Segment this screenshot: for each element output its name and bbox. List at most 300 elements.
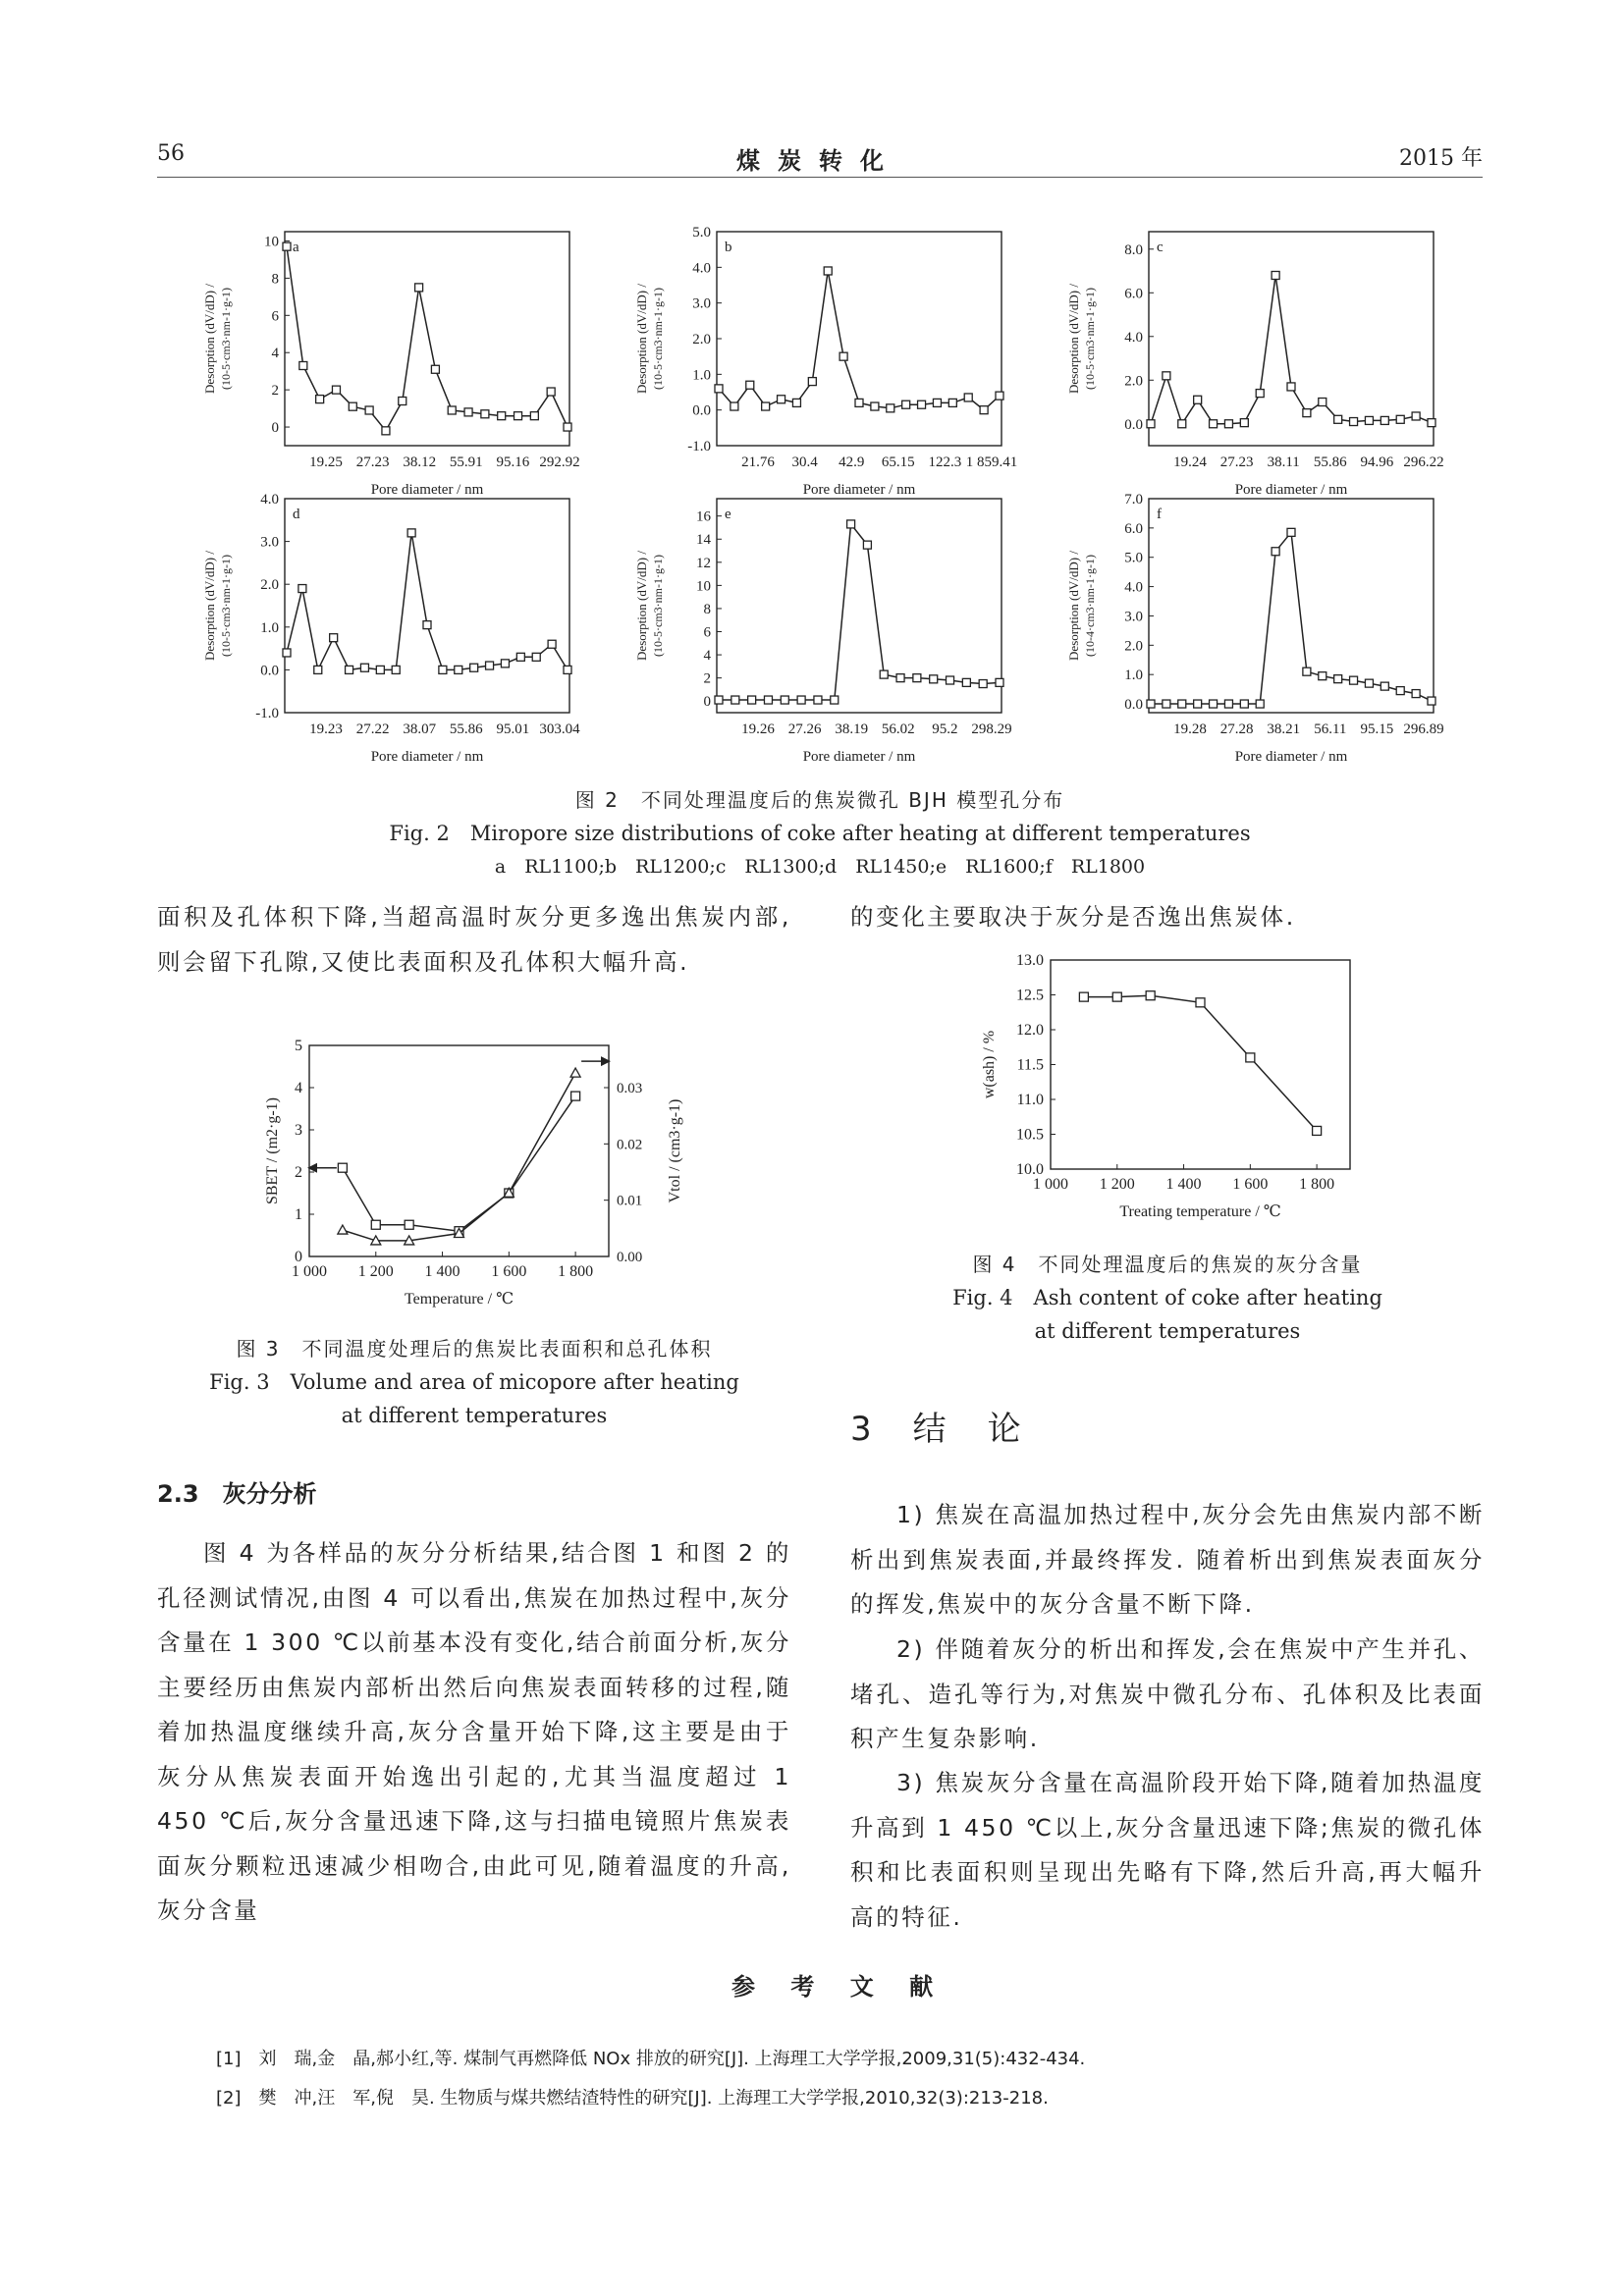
fig2-panel-f [1041, 491, 1473, 766]
data-point [1412, 690, 1420, 698]
y-tick-label: 11.5 [1016, 1056, 1044, 1074]
data-point [283, 242, 291, 250]
y-axis-unit: (10-5·cm3·nm-1·g-1) [219, 555, 233, 657]
plot-frame [285, 499, 569, 713]
x-tick-label: 19.23 [309, 721, 343, 737]
y-tick-label: 2.0 [692, 332, 711, 347]
fig2-panel-d [177, 491, 609, 766]
y-tick-label: 12.5 [1016, 987, 1044, 1004]
y-tick-label-left: 0 [295, 1249, 302, 1265]
x-axis-label: Pore diameter / nm [1234, 482, 1348, 498]
x-tick-label: 94.96 [1360, 454, 1394, 470]
data-point [407, 529, 415, 537]
data-point [1313, 1126, 1322, 1135]
y-tick-label: 2.0 [1124, 638, 1143, 655]
y-tick-label-left: 3 [295, 1122, 302, 1139]
y-tick-label: 2.0 [260, 577, 279, 594]
data-point [314, 666, 322, 673]
x-tick-label: 27.23 [1219, 454, 1254, 470]
x-tick-label: 38.19 [835, 721, 869, 737]
y-axis-unit: (10-4·cm3·nm-1·g-1) [1083, 555, 1097, 657]
fig4-caption-zh: 图 4 不同处理温度后的焦炭的灰分含量 [972, 1253, 1363, 1276]
series-line [343, 1073, 575, 1241]
y-axis-label: Desorption (dV/dD) / [634, 551, 649, 661]
data-point [481, 410, 489, 418]
data-point [349, 402, 356, 410]
y-tick-label: 0.0 [1124, 416, 1143, 433]
data-point [746, 381, 754, 389]
y-tick-label-left: 2 [295, 1164, 302, 1181]
data-point [1256, 390, 1264, 398]
x-tick-label: 95.16 [496, 454, 530, 470]
plot-frame [309, 1045, 609, 1256]
x-axis-label: Pore diameter / nm [370, 482, 484, 498]
x-tick-label: 56.11 [1314, 721, 1347, 737]
y-tick-label: 12.0 [1016, 1022, 1044, 1039]
data-point [808, 378, 816, 386]
y-tick-label: 3.0 [1124, 609, 1143, 625]
data-point [814, 696, 822, 704]
data-point [486, 662, 494, 669]
data-point [996, 678, 1003, 686]
x-tick-label: 38.12 [403, 454, 437, 470]
x-tick-label: 1 859.41 [965, 454, 1018, 470]
data-point [831, 696, 839, 704]
data-point [947, 676, 954, 684]
y-tick-label: 1.0 [1124, 667, 1143, 684]
references-title: 参 考 文 献 [731, 1973, 947, 2001]
data-point [1079, 992, 1088, 1001]
fig2-caption-zh: 图 2 不同处理温度后的焦炭微孔 BJH 模型孔分布 [574, 788, 1065, 812]
y-tick-label-right: 0.02 [617, 1137, 643, 1153]
data-point [839, 352, 847, 360]
section-2-3-body: 图 4 为各样品的灰分分析结果,结合图 1 和图 2 的孔径测试情况,由图 4 可以看出,焦炭在加热过程中,灰分含量在 1 300 ℃以前基本没有变化,结合前面分析,灰分主要经历由焦炭内部析出然后向焦炭表面转移的过程,随着加热温度继续升高,灰分含量开始下降,这主要是由于灰分从焦炭表面开始逸出引起的,尤其当温度超过 1 450 ℃后,灰分含量迅速下降,这与扫描电镜照片焦炭表面灰分颗粒迅速减少相吻合,由此可见,随着温度的升高,灰分含量 [157, 1539, 791, 1924]
x-axis-label: Pore diameter / nm [802, 749, 916, 765]
data-point [979, 680, 987, 688]
x-axis-label: Pore diameter / nm [1234, 749, 1348, 765]
data-point [1210, 420, 1218, 428]
data-point [748, 696, 756, 704]
data-point [930, 675, 938, 683]
series-line [1084, 995, 1317, 1131]
y-tick-label: 1.0 [692, 367, 711, 384]
x-tick-label: 30.4 [791, 454, 818, 470]
x-tick-label: 1 200 [1099, 1176, 1135, 1193]
data-point [1319, 672, 1326, 680]
data-point [382, 427, 390, 435]
data-point [299, 361, 307, 369]
y-tick-label-right: 0.00 [617, 1250, 643, 1265]
data-point [896, 674, 904, 682]
panel-label: b [725, 240, 732, 255]
data-point [855, 399, 863, 406]
conclusion-2: 2) 伴随着灰分的析出和挥发,会在焦炭中产生并孔、堵孔、造孔等行为,对焦炭中微孔分布、孔体积及比表面积产生复杂影响. [850, 1635, 1485, 1752]
x-tick-label: 19.25 [309, 454, 343, 470]
y-tick-label: 11.0 [1016, 1092, 1044, 1108]
left-top-paragraph: 面积及孔体积下降,当超高温时灰分更多逸出焦炭内部,则会留下孔隙,又使比表面积及孔体积大幅升高. [157, 903, 791, 976]
x-tick-label: 298.29 [971, 721, 1012, 737]
data-point [516, 653, 524, 661]
data-point [360, 664, 368, 671]
data-point [847, 520, 855, 528]
fig3-caption-en-2: at different temperatures [341, 1404, 608, 1427]
y-tick-label: 4.0 [1124, 579, 1143, 596]
series-line [719, 271, 1000, 410]
x-tick-label: 1 400 [1165, 1176, 1202, 1193]
y-tick-label: 10.0 [1016, 1161, 1044, 1178]
data-point [346, 666, 353, 673]
plot-frame [717, 232, 1001, 446]
data-point [948, 399, 956, 406]
data-point [371, 1220, 380, 1229]
fig2-caption [157, 783, 1483, 883]
y-tick-label: 5.0 [692, 225, 711, 240]
data-point [1224, 700, 1232, 708]
data-point [964, 394, 972, 401]
x-axis-label: Temperature / ℃ [405, 1291, 514, 1308]
x-tick-label: 1 000 [292, 1263, 327, 1280]
data-point [564, 666, 571, 673]
data-point [933, 399, 941, 406]
data-point [1350, 418, 1358, 426]
series-line [287, 246, 568, 431]
data-point [439, 666, 447, 673]
data-point [781, 696, 788, 704]
data-point [1112, 992, 1121, 1001]
data-point [863, 541, 871, 549]
data-point [399, 398, 406, 405]
y-axis-label-right: Vtol / (cm3·g-1) [667, 1098, 683, 1203]
data-point [913, 674, 921, 682]
data-point [792, 399, 800, 406]
data-point [1163, 700, 1170, 708]
data-point [298, 585, 306, 593]
x-tick-label: 296.22 [1403, 454, 1444, 470]
data-point [996, 392, 1003, 400]
data-point [1196, 998, 1205, 1007]
data-point [880, 670, 888, 678]
data-point [283, 649, 291, 657]
plot-frame [1149, 232, 1434, 446]
data-point [1178, 700, 1186, 708]
x-axis-label: Pore diameter / nm [802, 482, 916, 498]
data-point [1287, 383, 1295, 391]
data-point [548, 640, 556, 648]
fig4-caption [850, 1248, 1485, 1348]
fig2-panel-e [609, 491, 1041, 766]
data-point [1194, 700, 1202, 708]
x-tick-label: 296.89 [1403, 721, 1444, 737]
y-tick-label: 8.0 [1124, 241, 1143, 258]
x-tick-label: 27.26 [787, 721, 822, 737]
y-tick-label: 8 [703, 601, 711, 617]
x-tick-label: 21.76 [741, 454, 775, 470]
y-tick-label: 7.0 [1124, 492, 1143, 507]
data-point [762, 402, 770, 410]
y-tick-label-left: 5 [295, 1038, 302, 1054]
references-list [216, 2040, 1492, 2118]
y-tick-label: 6.0 [1124, 286, 1143, 302]
x-tick-label: 27.23 [355, 454, 390, 470]
data-point [532, 653, 540, 661]
y-axis-unit: (10-5·cm3·nm-1·g-1) [1083, 288, 1097, 390]
x-tick-label: 55.86 [1313, 454, 1347, 470]
fig2-panel-c [1041, 224, 1473, 499]
data-point [376, 666, 384, 673]
y-axis-label-left: SBET / (m2·g-1) [264, 1096, 281, 1205]
x-tick-label: 27.28 [1219, 721, 1254, 737]
fig3-caption-zh: 图 3 不同温度处理后的焦炭比表面积和总孔体积 [236, 1337, 713, 1361]
data-point [1146, 991, 1155, 1000]
data-point [962, 678, 970, 686]
x-tick-label: 95.2 [932, 721, 958, 737]
data-point [338, 1225, 348, 1234]
data-point [764, 696, 772, 704]
data-point [514, 412, 522, 420]
data-point [332, 386, 340, 394]
x-tick-label: 1 800 [1299, 1176, 1335, 1193]
y-tick-label: -1.0 [255, 706, 279, 721]
data-point [1365, 679, 1373, 687]
data-point [1240, 700, 1248, 708]
data-point [1147, 700, 1155, 708]
data-point [1396, 415, 1404, 423]
series-line [287, 533, 568, 670]
series-line [343, 1096, 575, 1232]
y-tick-label: 4 [271, 346, 279, 362]
y-tick-label: 13.0 [1016, 952, 1044, 969]
y-axis-label: Desorption (dV/dD) / [202, 551, 217, 661]
data-point [448, 406, 456, 414]
y-axis-unit: (10-5·cm3·nm-1·g-1) [651, 555, 665, 657]
data-point [715, 385, 723, 393]
data-point [1380, 416, 1388, 424]
data-point [902, 400, 910, 408]
y-tick-label: 12 [696, 555, 711, 571]
data-point [1412, 412, 1420, 420]
data-point [470, 664, 478, 671]
y-tick-label: 6 [703, 624, 711, 641]
reference-item: [1] 刘 瑞,金 晶,郝小红,等. 煤制气再燃降低 NOx 排放的研究[J]. 上海理工大学学报,2009,31(5):432-434. [216, 2049, 1086, 2069]
plot-frame [717, 499, 1001, 713]
y-axis-unit: (10-5·cm3·nm-1·g-1) [219, 288, 233, 390]
y-tick-label: 6 [271, 308, 279, 325]
x-tick-label: 38.07 [403, 721, 437, 737]
y-tick-label: 1.0 [260, 619, 279, 636]
data-point [1272, 271, 1279, 279]
y-tick-label: 0.0 [260, 663, 279, 679]
journal-year: 2015 年 [1399, 146, 1483, 171]
data-point [392, 666, 400, 673]
x-tick-label: 19.24 [1173, 454, 1207, 470]
data-point [455, 666, 462, 673]
x-tick-label: 55.91 [449, 454, 483, 470]
x-tick-label: 56.02 [881, 721, 915, 737]
x-tick-label: 38.21 [1267, 721, 1301, 737]
fig3-caption [157, 1332, 791, 1432]
x-tick-label: 95.15 [1360, 721, 1394, 737]
x-tick-label: 303.04 [539, 721, 580, 737]
data-point [980, 406, 988, 414]
panel-label: e [725, 507, 731, 522]
fig4-chart [972, 950, 1365, 1225]
plot-frame [1051, 960, 1350, 1169]
data-point [918, 400, 926, 408]
page-number: 56 [157, 141, 185, 166]
data-point [365, 406, 373, 414]
y-tick-label: -1.0 [687, 439, 711, 454]
data-point [1163, 372, 1170, 380]
y-tick-label-right: 0.01 [617, 1193, 643, 1209]
fig3-chart [250, 1026, 741, 1320]
panel-label: d [293, 507, 300, 522]
y-tick-label: 3.0 [260, 534, 279, 551]
x-axis-label: Pore diameter / nm [370, 749, 484, 765]
fig2-caption-en: Fig. 2 Miropore size distributions of coke after heating at different temperatures [389, 822, 1251, 845]
data-point [1224, 420, 1232, 428]
y-tick-label: 3.0 [692, 295, 711, 312]
fig2-caption-sub: a RL1100;b RL1200;c RL1300;d RL1450;e RL1600;f RL1800 [494, 856, 1146, 878]
data-point [415, 284, 423, 292]
x-tick-label: 1 800 [558, 1263, 594, 1280]
data-point [571, 1092, 580, 1100]
data-point [570, 1068, 580, 1077]
y-tick-label-left: 4 [295, 1080, 302, 1096]
x-tick-label: 1 600 [491, 1263, 527, 1280]
y-tick-label: 5.0 [1124, 550, 1143, 566]
x-tick-label: 292.92 [539, 454, 580, 470]
data-point [731, 696, 739, 704]
y-tick-label: 2 [703, 670, 711, 687]
x-tick-label: 122.3 [928, 454, 962, 470]
y-tick-label: 6.0 [1124, 520, 1143, 537]
data-point [498, 412, 506, 420]
data-point [501, 660, 509, 667]
data-point [530, 412, 538, 420]
data-point [1380, 682, 1388, 690]
x-tick-label: 1 400 [424, 1263, 460, 1280]
y-tick-label: 2.0 [1124, 373, 1143, 390]
data-point [1210, 700, 1218, 708]
data-point [715, 696, 723, 704]
x-tick-label: 65.15 [881, 454, 915, 470]
conclusion-3: 3) 焦炭灰分含量在高温阶段开始下降,随着加热温度升高到 1 450 ℃以上,灰分含量迅速下降;焦炭的微孔体积和比表面积则呈现出先略有下降,然后升高,再大幅升高的特征. [850, 1769, 1485, 1931]
fig4-caption-en-1: Fig. 4 Ash content of coke after heating [952, 1286, 1382, 1309]
series-line [719, 524, 1000, 700]
y-axis-label: Desorption (dV/dD) / [1066, 551, 1081, 661]
data-point [1256, 700, 1264, 708]
data-point [731, 402, 738, 410]
series-line [1151, 532, 1432, 704]
y-tick-label: 8 [271, 271, 279, 288]
data-point [1396, 687, 1404, 695]
fig3-caption-en-1: Fig. 3 Volume and area of micopore after heating [209, 1370, 739, 1394]
fig4-caption-en-2: at different temperatures [1034, 1319, 1301, 1343]
y-tick-label: 10.5 [1016, 1126, 1044, 1144]
y-axis-label: w(ash) / % [981, 1030, 998, 1099]
y-axis-label: Desorption (dV/dD) / [634, 284, 649, 394]
y-tick-label: 4.0 [692, 260, 711, 277]
y-tick-label: 2 [271, 383, 279, 400]
reference-item: [2] 樊 冲,汪 军,倪 昊. 生物质与煤共燃结渣特性的研究[J]. 上海理工大学学报,2010,32(3):213-218. [216, 2088, 1049, 2109]
data-point [1334, 415, 1342, 423]
data-point [887, 404, 894, 412]
y-tick-label-right: 0.03 [617, 1081, 643, 1096]
x-tick-label: 1 000 [1033, 1176, 1068, 1193]
data-point [824, 267, 832, 275]
data-point [797, 696, 805, 704]
data-point [1194, 396, 1202, 403]
data-point [338, 1163, 347, 1172]
data-point [1246, 1053, 1255, 1062]
x-axis-label: Treating temperature / ℃ [1119, 1203, 1281, 1220]
plot-frame [285, 232, 569, 446]
x-tick-label: 55.86 [449, 721, 483, 737]
data-point [464, 408, 472, 416]
y-tick-label: 0.0 [1124, 697, 1143, 714]
journal-name: 煤炭转化 [736, 146, 901, 175]
data-point [1428, 419, 1435, 427]
y-tick-label: 10 [696, 578, 711, 595]
panel-label: f [1157, 507, 1162, 522]
y-axis-unit: (10-5·cm3·nm-1·g-1) [651, 288, 665, 390]
x-tick-label: 19.28 [1173, 721, 1207, 737]
y-axis-label: Desorption (dV/dD) / [1066, 284, 1081, 394]
y-tick-label: 10 [264, 234, 279, 250]
data-point [330, 634, 338, 642]
data-point [1365, 416, 1373, 424]
data-point [1240, 419, 1248, 427]
data-point [405, 1220, 413, 1229]
data-point [871, 402, 879, 410]
x-tick-label: 95.01 [496, 721, 530, 737]
data-point [1178, 420, 1186, 428]
data-point [547, 388, 555, 396]
series-line [1151, 276, 1432, 424]
fig2-panel-b [609, 224, 1041, 499]
data-point [564, 423, 571, 431]
x-tick-label: 42.9 [839, 454, 865, 470]
running-header [157, 137, 1483, 178]
data-point [1303, 667, 1311, 675]
y-tick-label: 4 [703, 648, 711, 665]
x-tick-label: 1 200 [357, 1263, 394, 1280]
y-tick-label: 4.0 [1124, 329, 1143, 346]
section-3-title: 3 结 论 [850, 1410, 1025, 1449]
y-tick-label: 4.0 [260, 492, 279, 507]
data-point [1287, 528, 1295, 536]
x-tick-label: 38.11 [1267, 454, 1300, 470]
y-axis-label: Desorption (dV/dD) / [202, 284, 217, 394]
x-tick-label: 27.22 [355, 721, 390, 737]
data-point [1147, 420, 1155, 428]
data-point [778, 396, 785, 403]
y-tick-label: 0.0 [692, 402, 711, 419]
data-point [1303, 409, 1311, 417]
y-tick-label-left: 1 [295, 1206, 302, 1223]
data-point [431, 365, 439, 373]
data-point [1272, 548, 1279, 556]
x-tick-label: 19.26 [741, 721, 775, 737]
y-tick-label: 14 [696, 532, 711, 549]
data-point [423, 621, 431, 629]
panel-label: a [293, 240, 299, 255]
data-point [1334, 675, 1342, 683]
data-point [1350, 676, 1358, 684]
section-2-3-title: 2.3 灰分分析 [157, 1480, 317, 1508]
x-tick-label: 1 600 [1232, 1176, 1269, 1193]
right-top-paragraph: 的变化主要取决于灰分是否逸出焦炭体. [850, 903, 1296, 931]
